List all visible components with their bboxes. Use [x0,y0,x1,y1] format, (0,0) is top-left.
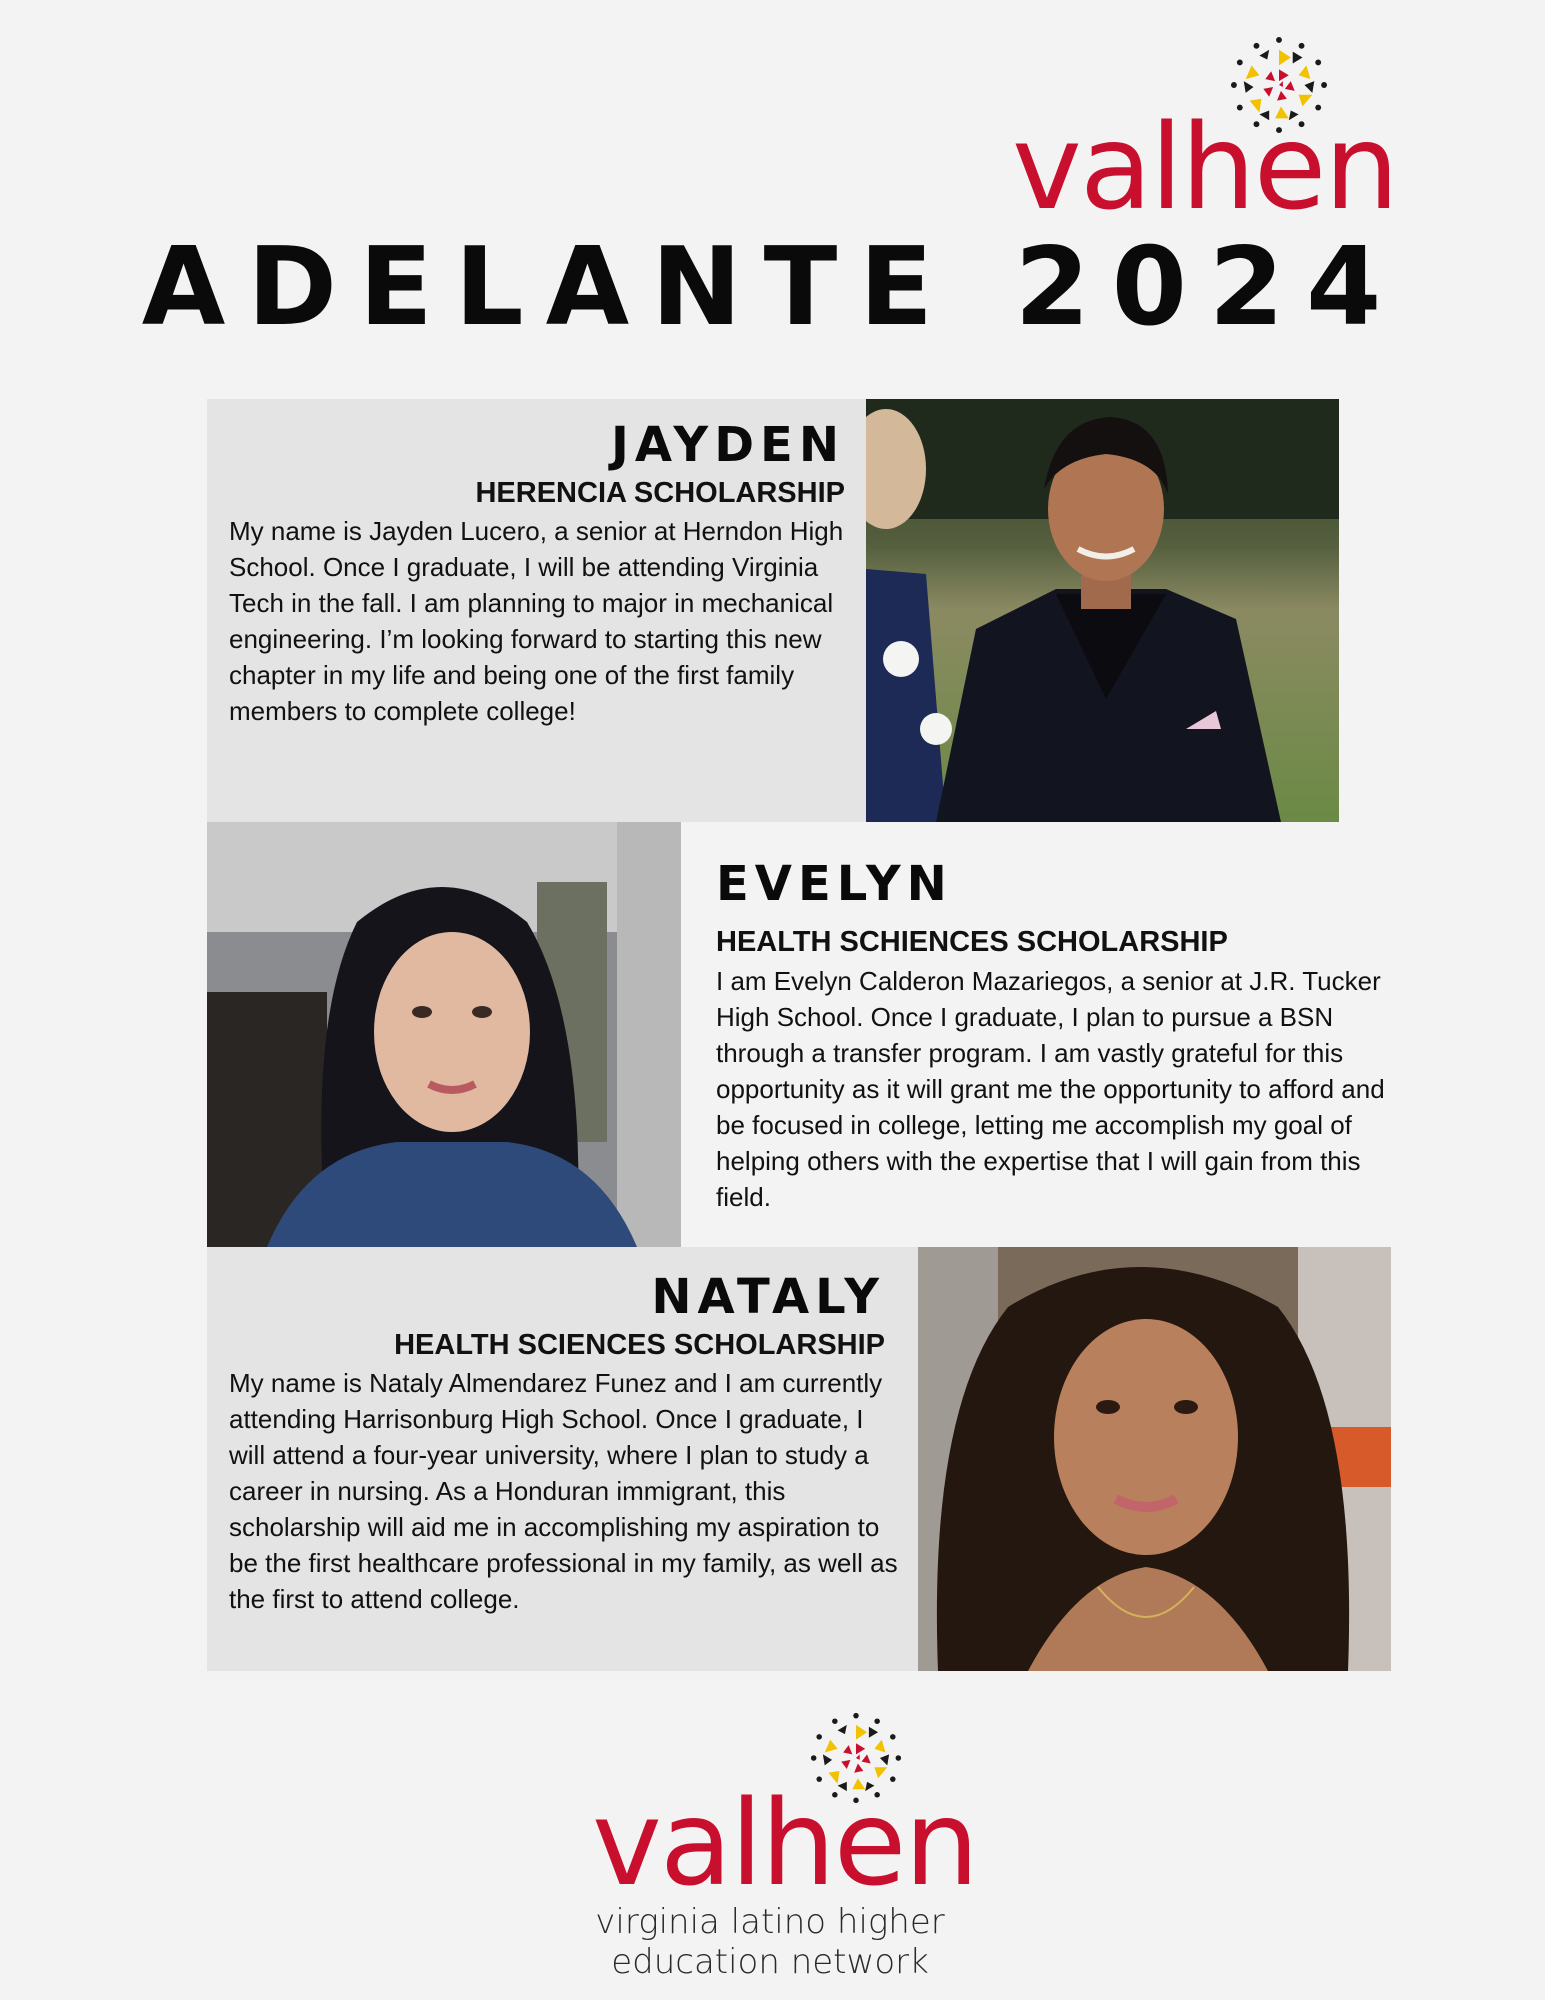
student-name-evelyn: EVELYN [716,856,953,912]
student-name-jayden: JAYDEN [611,417,845,473]
valhen-footer-logo-text: valhen [592,1774,978,1912]
scholarship-evelyn: HEALTH SCHIENCES SCHOLARSHIP [716,926,1228,958]
scholarship-nataly: HEALTH SCIENCES SCHOLARSHIP [394,1329,885,1361]
valhen-logo-text: valhen [1012,98,1398,236]
student-name-nataly: NATALY [651,1269,885,1325]
tagline-line-1: virginia latino higher [595,1902,945,1942]
bio-nataly: My name is Nataly Almendarez Funez and I am currently attending Harrisonburg High School. Once I graduate, I will attend a four-year university, where I plan to study a career in nursing. As a Honduran immigrant, this scholarship will aid me in accomplishing my aspiration to be the first healthcare professional in my family, as well as the first to attend college. [229,1368,898,1614]
footer-tagline [560,1902,980,1982]
bio-jayden: My name is Jayden Lucero, a senior at Herndon High School. Once I graduate, I will be attending Virginia Tech in the fall. I am planning to major in mechanical engineering. I’m looking forward to starting this new chapter in my life and being one of the first family members to complete college! [229,516,844,726]
photo-evelyn [207,822,681,1247]
photo-jayden [866,399,1339,822]
page-title: ADELANTE 2024 [141,225,1404,350]
bio-evelyn: I am Evelyn Calderon Mazariegos, a senior at J.R. Tucker High School. Once I graduate, I plan to pursue a BSN through a transfer program. I am vastly grateful for this opportunity as it will grant me the opportunity to afford and be focused in college, letting me accomplish my goal of helping others with the expertise that I will gain from this field. [716,966,1385,1212]
tagline-line-2: education network [611,1942,929,1982]
scholarship-jayden: HERENCIA SCHOLARSHIP [475,477,845,509]
photo-nataly [918,1247,1391,1671]
